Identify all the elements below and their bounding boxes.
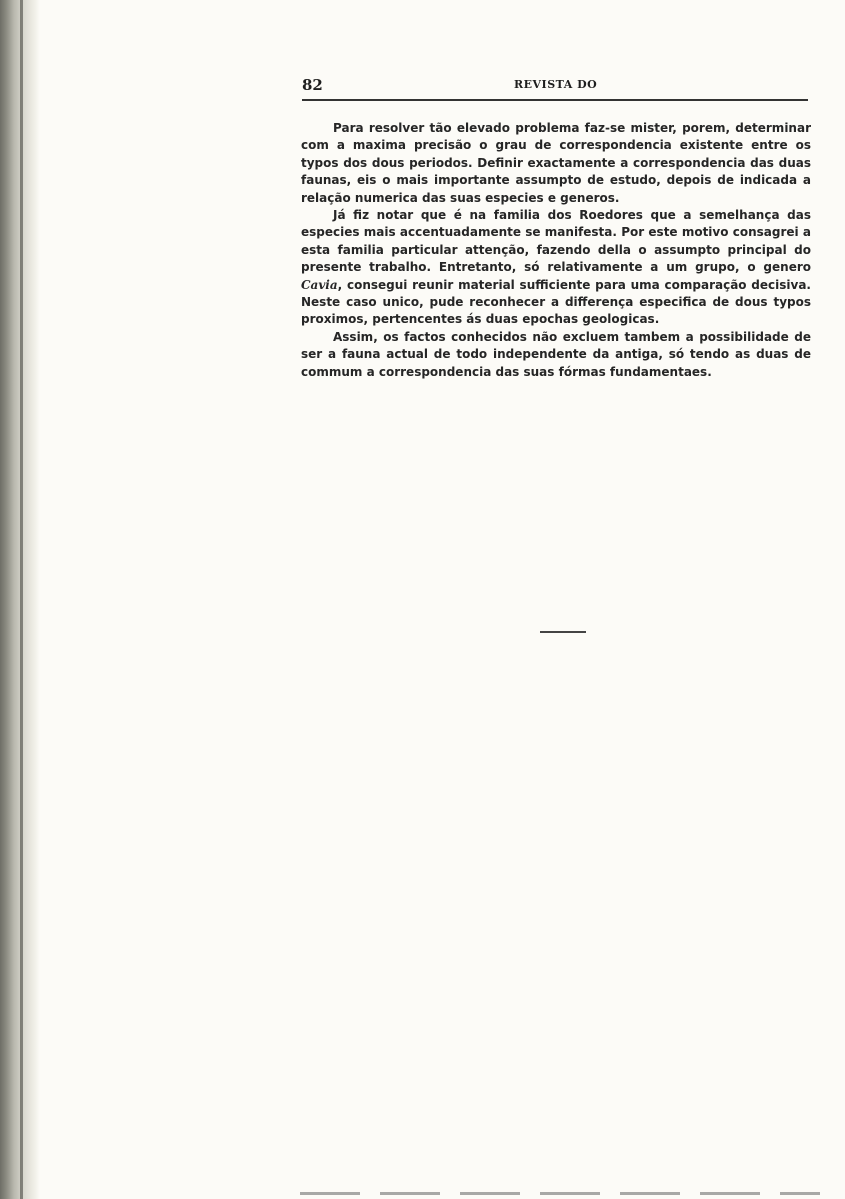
page-header [302,76,810,98]
paragraph-2 [301,207,811,329]
paragraph-3-text: Assim, os factos conhecidos não excluem tambem a possibilidade de ser a fauna actual de todo independente da antiga, só tendo as duas de commum a correspondencia das suas fórmas fundamentaes. [301,329,811,379]
page-number: 82 [302,76,323,94]
binding-shadow-line [20,0,23,1199]
paragraph-3 [301,329,811,381]
body-text [301,120,811,381]
header-rule [302,99,808,101]
paragraph-2-text-b: , consegui reunir material sufficiente para uma comparação decisiva. Neste caso unico, pude reconhecer a differença especifica de dous typos proximos, pertencentes ás duas epochas geologicas. [301,277,811,327]
section-end-rule [540,631,586,633]
running-head: REVISTA DO [514,78,598,91]
genus-name: Cavia [301,277,338,292]
paragraph-2-text-a: Já fiz notar que é na familia dos Roedores que a semelhança das especies mais accentuadamente se manifesta. Por este motivo consagrei a esta familia particular attenção, fazendo della o assumpto principal do presente trabalho. Entretanto, só relativamente a um grupo, o genero [301,208,811,275]
paragraph-1-text: Para resolver tão elevado problema faz-se mister, porem, determinar com a maxima precisão o grau de correspondencia existente entre os typos dos dous periodos. Definir exactamente a correspondencia das duas faunas, eis o mais importante assumpto de estudo, depois de indicada a relação numerica das suas especies e generos. [301,121,811,205]
bleed-through-text [300,1192,820,1195]
paragraph-1 [301,120,811,207]
